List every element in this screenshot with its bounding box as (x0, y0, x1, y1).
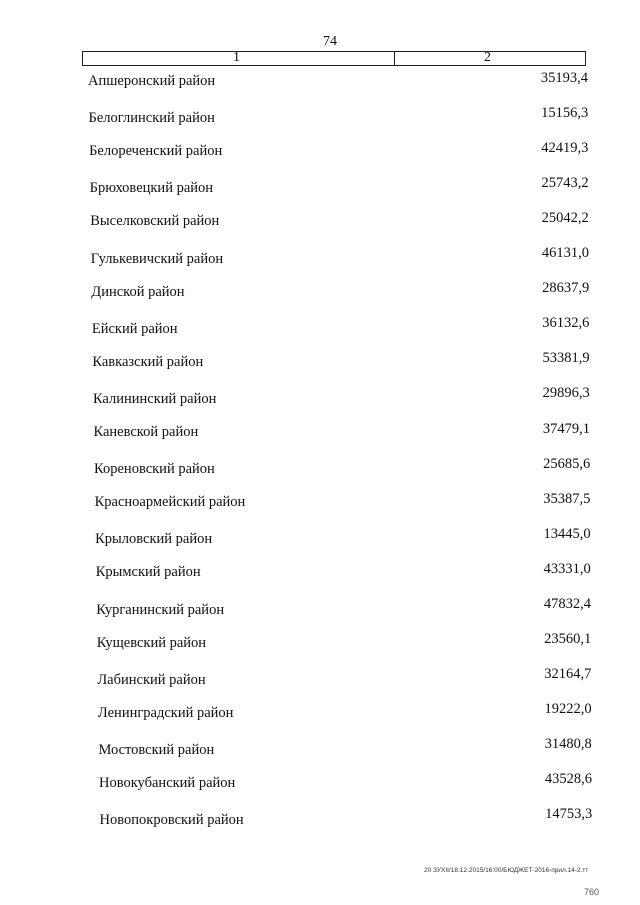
district-name: Крыловский район (95, 531, 213, 548)
table-row (0, 70, 640, 95)
district-amount: 43528,6 (544, 771, 592, 787)
district-amount: 35387,5 (543, 490, 591, 507)
district-amount: 23560,1 (544, 630, 592, 647)
table-row (0, 630, 640, 657)
table-row (0, 315, 640, 341)
table-row (0, 280, 640, 306)
district-amount: 25685,6 (543, 455, 591, 472)
district-amount: 28637,9 (542, 280, 590, 297)
district-name: Кореновский район (94, 461, 215, 478)
table-row (0, 490, 640, 516)
page-number: 74 (323, 34, 337, 49)
district-amount: 35193,4 (540, 70, 588, 86)
district-name: Кущевский район (96, 634, 207, 651)
district-name: Динской район (91, 283, 185, 300)
table-row (0, 735, 640, 762)
table-row (0, 245, 640, 271)
table-row (0, 140, 640, 165)
footer-document-code: 20 ЗУXII/18.12.2015/16:00/БЮДЖЕТ-2016-прил.14-2.тт (424, 867, 589, 874)
district-name: Кавказский район (92, 353, 204, 370)
district-name: Апшеронский район (88, 73, 216, 89)
district-amount: 14753,3 (545, 806, 593, 823)
district-name: Гулькевичский район (90, 250, 224, 267)
district-name: Калининский район (92, 390, 217, 407)
district-amount: 32164,7 (544, 665, 592, 682)
district-amount: 13445,0 (543, 525, 591, 542)
table-row (0, 175, 640, 200)
district-amount: 29896,3 (542, 385, 590, 402)
column-1-header: 1 (233, 50, 240, 65)
district-name: Крымский район (95, 564, 201, 581)
district-name: Курганинский район (96, 601, 225, 618)
district-name: Красноармейский район (94, 494, 246, 511)
table-row (0, 771, 640, 797)
district-name: Мостовский район (98, 741, 215, 758)
table-row (0, 455, 640, 481)
table-row (0, 595, 640, 622)
district-amount: 46131,0 (541, 245, 589, 262)
table-row (0, 350, 640, 376)
district-name: Каневской район (93, 424, 199, 440)
district-amount: 31480,8 (544, 735, 592, 752)
district-amount: 15156,3 (541, 105, 589, 122)
district-amount: 43331,0 (543, 560, 591, 577)
district-name: Новопокровский район (99, 812, 244, 829)
district-name: Ленинградский район (97, 704, 234, 721)
district-name: Белоглинский район (88, 110, 215, 127)
corner-page-mark: 760 (584, 887, 600, 897)
district-name: Новокубанский район (99, 775, 236, 791)
district-amount: 19222,0 (544, 700, 592, 717)
district-amount: 47832,4 (543, 595, 591, 612)
table-row (0, 525, 640, 551)
district-name: Выселковский район (90, 213, 220, 230)
table-row (0, 700, 640, 727)
district-name: Брюховецкий район (89, 180, 214, 197)
table-row (0, 806, 640, 832)
district-amount: 37479,1 (542, 420, 590, 437)
district-amount: 36132,6 (542, 315, 590, 332)
column-2-header: 2 (484, 50, 491, 65)
district-amount: 25042,2 (541, 210, 589, 227)
table-row (0, 385, 640, 411)
table-row (0, 420, 640, 446)
table-row (0, 560, 640, 586)
table-row (0, 105, 640, 130)
district-amount: 53381,9 (542, 350, 590, 367)
district-name: Белореченский район (89, 143, 223, 160)
district-amount: 25743,2 (541, 175, 589, 192)
district-amount: 42419,3 (541, 140, 589, 157)
table-row (0, 665, 640, 692)
district-name: Лабинский район (97, 671, 206, 688)
table-row (0, 210, 640, 235)
district-name: Ейский район (91, 320, 178, 337)
